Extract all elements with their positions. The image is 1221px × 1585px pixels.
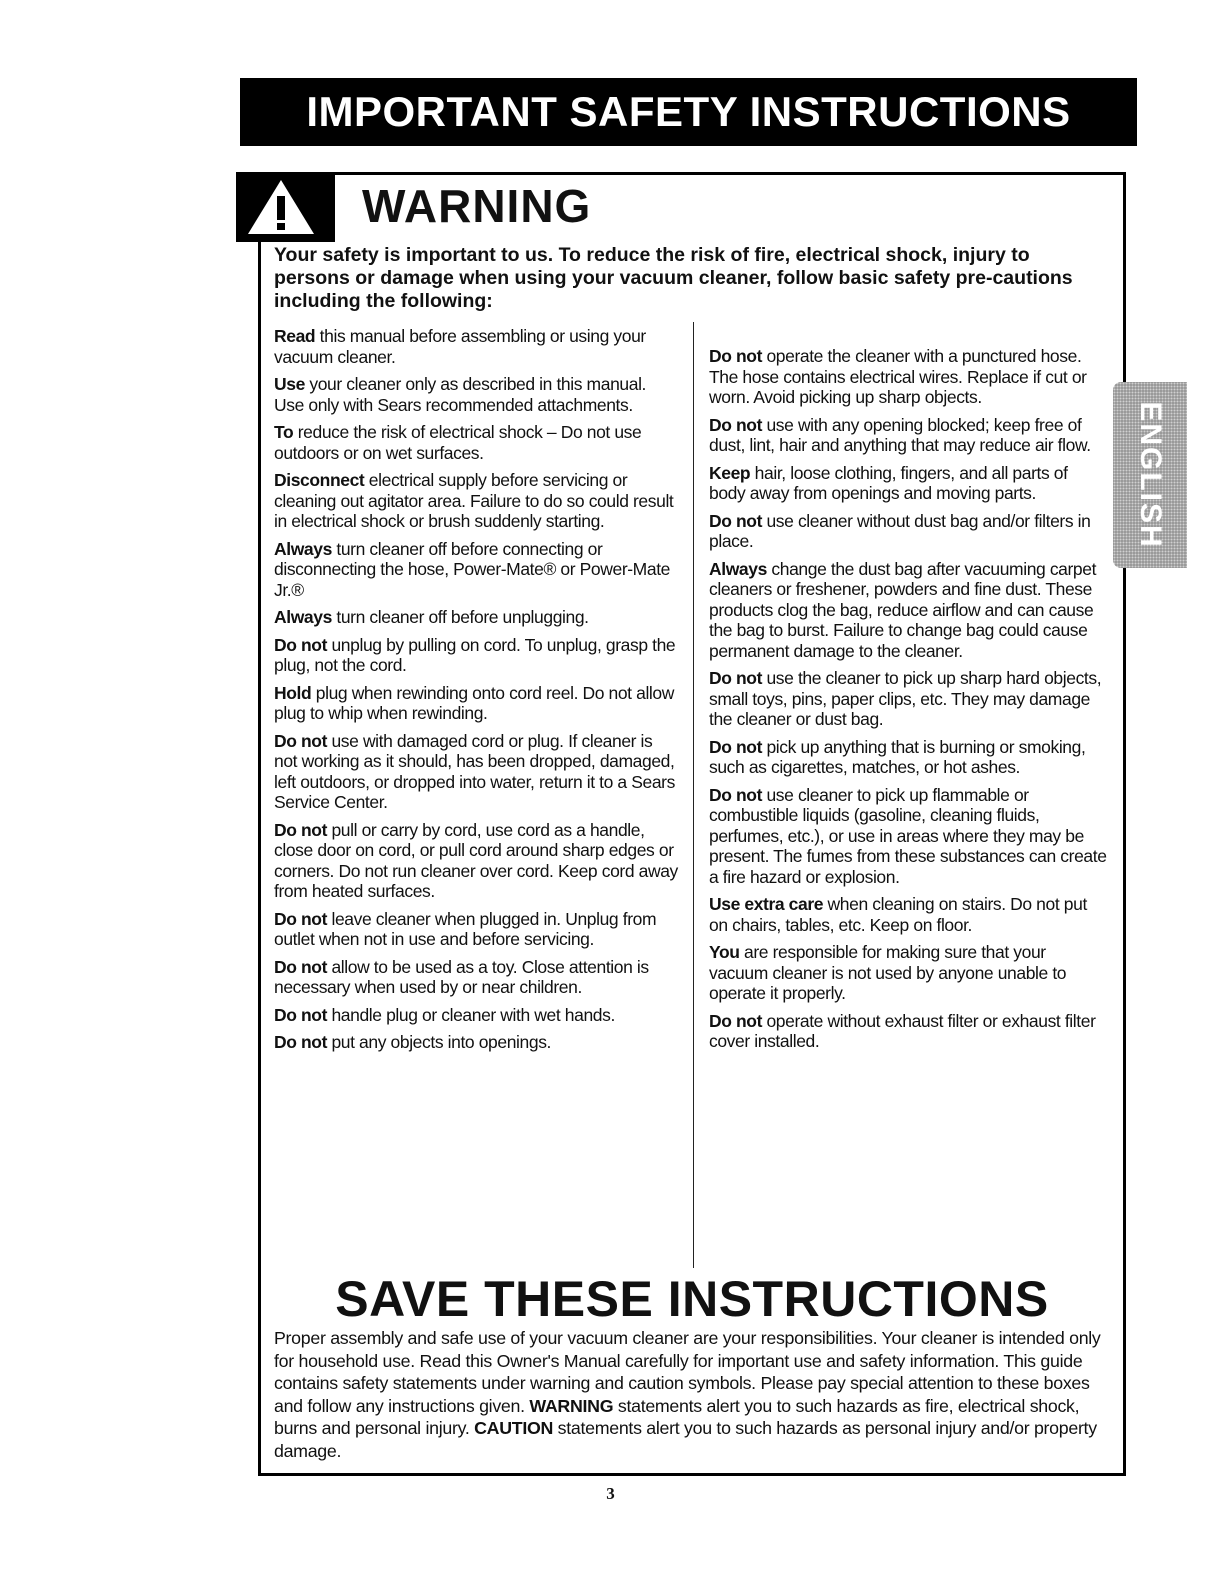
instruction-lead: Disconnect <box>274 470 365 490</box>
instruction-text: turn cleaner off before unplugging. <box>331 607 589 627</box>
instruction-text: operate without exhaust filter or exhaust filter cover installed. <box>709 1010 1096 1051</box>
instruction-lead: Do not <box>709 1010 762 1031</box>
language-tab <box>1113 382 1187 568</box>
closing-text-1: Proper assembly and safe use of your vacuum cleaner are your responsibilities. Your cleaner is intended only for household use. Read this Owner's Manual carefully for important use and safety information. This guide contains safety statements under warning and caution symbols. Please pay special attention to these boxes and follow any instructions given. <box>274 1328 1101 1416</box>
instruction-lead: Always <box>274 538 332 559</box>
safety-instruction <box>709 894 1107 935</box>
safety-instruction <box>709 415 1107 456</box>
closing-warning-word: WARNING <box>529 1395 614 1416</box>
instruction-text: use the cleaner to pick up sharp hard objects, small toys, pins, paper clips, etc. They may damage the cleaner or dust bag. <box>709 668 1102 729</box>
instruction-text: unplug by pulling on cord. To unplug, grasp the plug, not the cord. <box>274 634 676 675</box>
instruction-lead: You <box>709 942 740 962</box>
safety-instruction <box>274 1032 679 1053</box>
instruction-lead: Do not <box>709 736 762 757</box>
closing-text-2: statements alert you to such hazards as fire, electrical shock, burns and personal injury. <box>274 1395 1080 1439</box>
warning-intro: Your safety is important to us. To reduce the risk of fire, electrical shock, injury to persons or damage when using your vacuum cleaner, follow basic safety pre-cautions including the following: <box>274 244 1073 312</box>
instruction-lead: Always <box>709 558 767 579</box>
warning-title: WARNING <box>362 180 592 232</box>
safety-instruction <box>709 942 1107 1004</box>
safety-instruction <box>709 785 1107 888</box>
safety-instruction <box>274 820 679 902</box>
safety-instruction <box>709 559 1107 662</box>
safety-instruction <box>274 326 679 367</box>
instruction-text: operate the cleaner with a punctured hose. The hose contains electrical wires. Replace if cut or worn. Avoid picking up sharp objects. <box>709 346 1087 407</box>
page-title: IMPORTANT SAFETY INSTRUCTIONS <box>240 78 1137 146</box>
instruction-lead: Do not <box>709 510 762 531</box>
instruction-text: use with any opening blocked; keep free of dust, lint, hair and anything that may reduce air flow. <box>709 414 1091 455</box>
instruction-lead: To <box>274 422 294 442</box>
instruction-text: pull or carry by cord, use cord as a handle, close door on cord, or pull cord around sharp edges or corners. Do not run cleaner over cord. Keep cord away from heated surfaces. <box>274 819 678 901</box>
safety-instruction <box>274 957 679 998</box>
safety-instruction <box>709 511 1107 552</box>
instruction-lead: Keep <box>709 462 751 483</box>
instruction-text: hair, loose clothing, fingers, and all parts of body away from openings and moving parts. <box>709 462 1068 503</box>
right-column <box>709 346 1107 1059</box>
safety-instruction <box>274 1005 679 1026</box>
safety-instruction <box>274 909 679 950</box>
instruction-text: use cleaner to pick up flammable or combustible liquids (gasoline, cleaning fluids, perfumes, etc.), or use in areas where they may be present. The fumes from these substances can create a fire hazard or explosion. <box>709 784 1107 887</box>
warning-triangle-icon <box>246 178 316 236</box>
left-column <box>274 326 679 1060</box>
instruction-lead: Do not <box>709 414 762 435</box>
page-number: 3 <box>606 1484 615 1503</box>
instruction-lead: Use <box>274 374 305 394</box>
safety-instruction <box>709 668 1107 730</box>
closing-paragraph <box>274 1327 1114 1463</box>
safety-instruction <box>274 422 679 463</box>
instruction-lead: Hold <box>274 682 312 703</box>
language-tab-label: ENGLISH <box>1134 401 1167 549</box>
instruction-lead: Do not <box>709 668 762 688</box>
safety-instruction <box>274 470 679 532</box>
safety-instruction <box>709 463 1107 504</box>
safety-instruction <box>709 1011 1107 1052</box>
instruction-text: turn cleaner off before connecting or disconnecting the hose, Power-Mate® or Power-Mate Jr.® <box>274 538 670 600</box>
instruction-lead: Do not <box>274 1004 327 1025</box>
instruction-lead: Do not <box>709 784 762 805</box>
safety-instruction <box>274 374 679 415</box>
instruction-text: your cleaner only as described in this manual. Use only with Sears recommended attachments. <box>274 374 647 415</box>
instruction-lead: Do not <box>274 1032 327 1052</box>
instruction-text: reduce the risk of electrical shock – Do not use outdoors or on wet surfaces. <box>274 422 642 463</box>
instruction-text: plug when rewinding onto cord reel. Do not allow plug to whip when rewinding. <box>274 682 674 723</box>
instruction-text: use cleaner without dust bag and/or filters in place. <box>709 510 1091 551</box>
warning-badge <box>236 172 335 242</box>
instruction-lead: Do not <box>274 956 327 977</box>
safety-instruction <box>274 683 679 724</box>
instruction-text: handle plug or cleaner with wet hands. <box>327 1004 615 1025</box>
column-divider <box>693 322 694 1268</box>
safety-instruction <box>274 731 679 813</box>
instruction-text: this manual before assembling or using your vacuum cleaner. <box>274 326 646 367</box>
closing-caution-word: CAUTION <box>474 1418 554 1439</box>
instruction-text: put any objects into openings. <box>327 1032 552 1052</box>
instruction-text: change the dust bag after vacuuming carpet cleaners or freshener, powders and fine dust. These products clog the bag, reduce airflow and can cause the bag to burst. Failure to change bag could cause permanent damage to the cleaner. <box>709 558 1097 661</box>
instruction-text: electrical supply before servicing or cleaning out agitator area. Failure to do so could result in electrical shock or brush suddenly starting. <box>274 470 674 531</box>
safety-instruction <box>274 539 679 601</box>
instruction-lead: Read <box>274 326 316 346</box>
instruction-lead: Do not <box>274 634 327 655</box>
instruction-lead: Do not <box>274 819 327 840</box>
instruction-text: use with damaged cord or plug. If cleaner is not working as it should, has been dropped, damaged, left outdoors, or dropped into water, return it to a Sears Service Center. <box>274 730 675 812</box>
instruction-text: pick up anything that is burning or smoking, such as cigarettes, matches, or hot ashes. <box>709 736 1086 777</box>
safety-instruction <box>709 346 1107 408</box>
instruction-lead: Do not <box>709 346 762 366</box>
instruction-text: are responsible for making sure that your vacuum cleaner is not used by anyone unable to operate it properly. <box>709 942 1067 1003</box>
instruction-text: when cleaning on stairs. Do not put on chairs, tables, etc. Keep on floor. <box>709 894 1087 935</box>
safety-instruction <box>274 607 679 628</box>
instruction-text: leave cleaner when plugged in. Unplug from outlet when not in use and before servicing. <box>274 908 657 949</box>
closing-text-3: statements alert you to such hazards as personal injury and/or property damage. <box>274 1418 1097 1461</box>
instruction-lead: Do not <box>274 730 327 751</box>
instruction-lead: Do not <box>274 908 327 929</box>
instruction-text: allow to be used as a toy. Close attention is necessary when used by or near children. <box>274 956 649 997</box>
safety-instruction <box>274 635 679 676</box>
save-instructions-heading: SAVE THESE INSTRUCTIONS <box>335 1271 1049 1327</box>
safety-instruction <box>709 737 1107 778</box>
instruction-lead: Always <box>274 607 332 627</box>
instruction-lead: Use extra care <box>709 894 824 914</box>
